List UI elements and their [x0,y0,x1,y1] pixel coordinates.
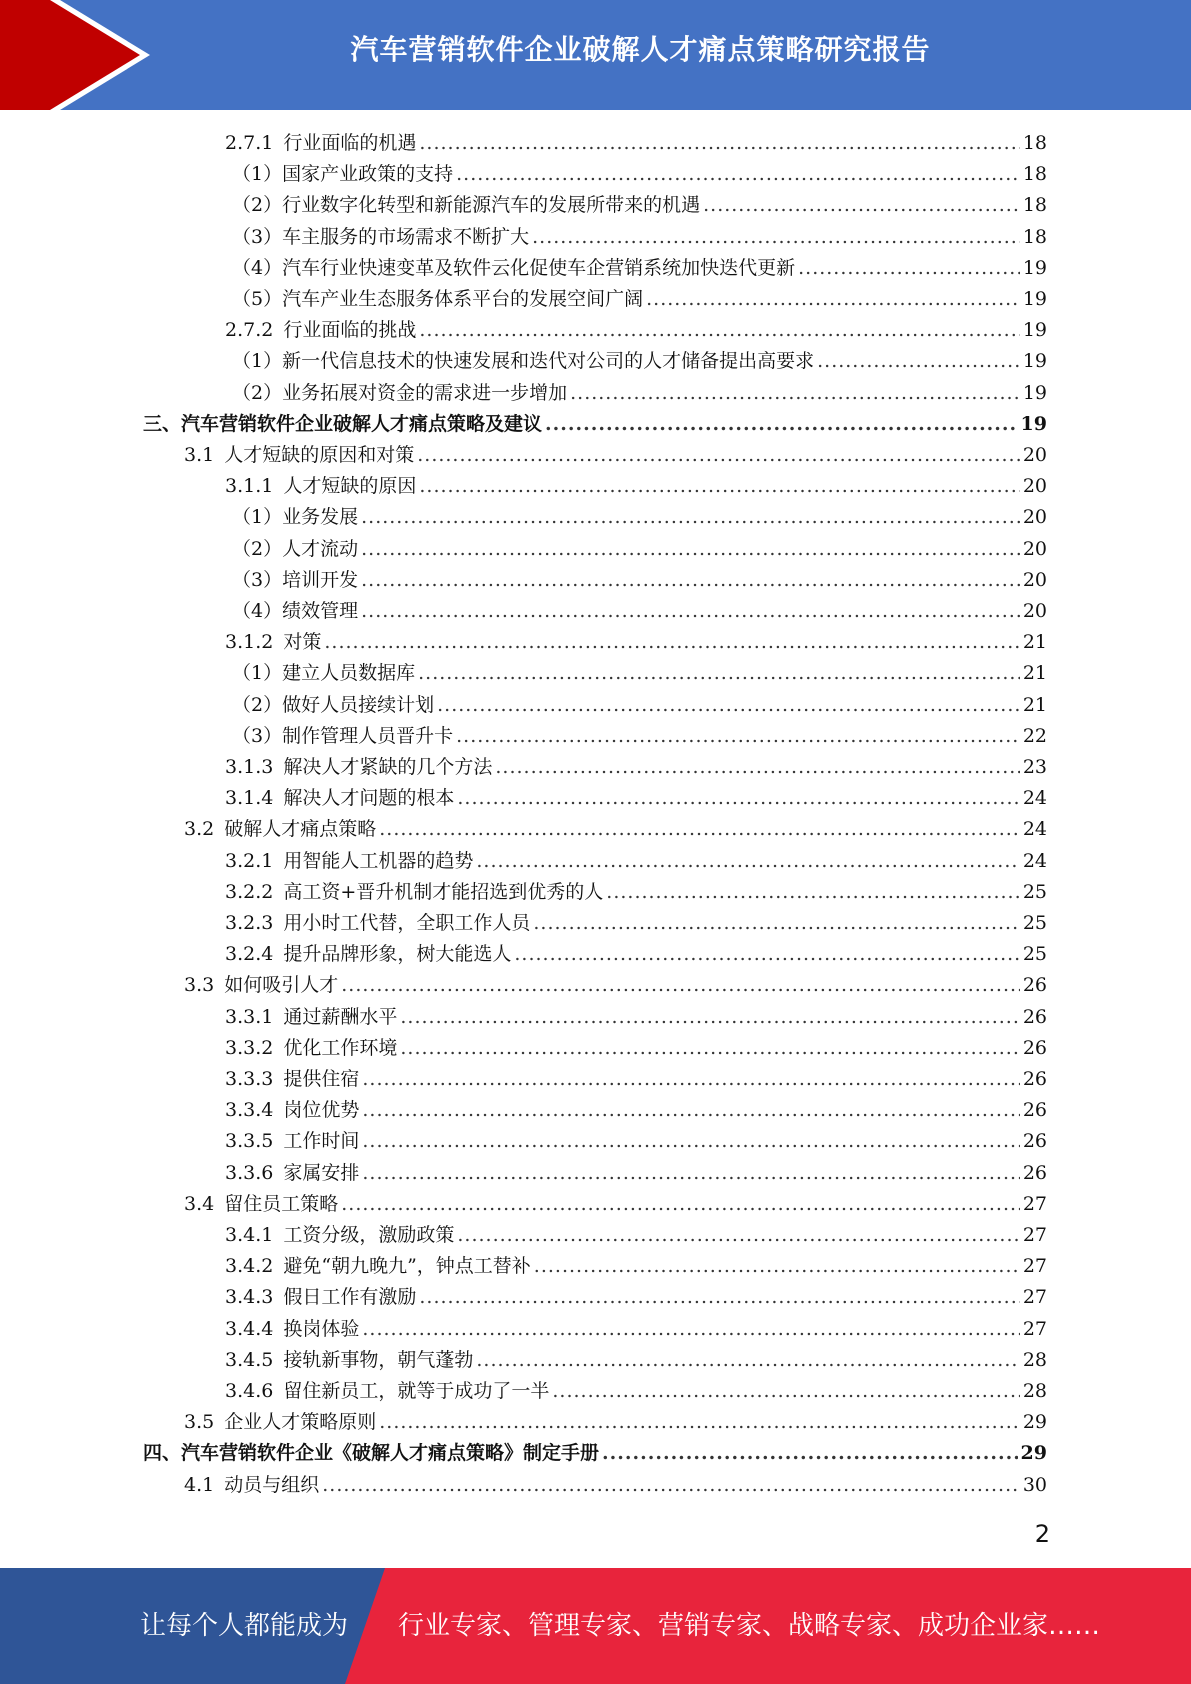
toc-entry-number: 3.3.3 [225,1068,274,1090]
toc-entry[interactable] [232,721,1047,752]
toc-entry-page: 18 [1022,194,1047,217]
toc-entry-title: 行业面临的挑战 [283,319,417,342]
toc-entry-title: 业务拓展对资金的需求进一步增加 [282,381,568,404]
toc-leader-dots [379,1411,1020,1433]
toc-entry[interactable] [225,1251,1047,1282]
toc-leader-dots [798,257,1020,279]
toc-leader-dots [400,1006,1019,1028]
toc-leader-dots [570,382,1020,404]
toc-entry[interactable] [225,939,1047,970]
toc-entry-title: 提升品牌形象，树大能选人 [283,943,512,966]
toc-leader-dots [341,1193,1020,1215]
toc-entry-title: 如何吸引人才 [224,974,339,997]
toc-entry-number: （3） [232,225,283,248]
toc-entry[interactable] [225,752,1047,783]
toc-entry-page: 27 [1022,1255,1047,1278]
toc-leader-dots [437,694,1020,716]
toc-entry-page: 21 [1022,631,1047,654]
toc-entry[interactable] [225,1314,1047,1345]
toc-entry-page: 26 [1022,1036,1047,1059]
toc-leader-dots [495,756,1019,778]
toc-entry-title: 建立人员数据库 [282,662,416,685]
toc-entry-title: 车主服务的市场需求不断扩大 [282,225,530,248]
toc-entry-title: 优化工作环境 [283,1036,398,1059]
page-footer [0,1568,1191,1684]
toc-entry[interactable] [225,1033,1047,1064]
toc-entry-number: 3.1.1 [225,475,274,498]
toc-leader-dots [457,787,1019,809]
toc-entry[interactable] [225,128,1047,159]
toc-entry-title: 动员与组织 [224,1473,320,1496]
toc-entry-title: 避免“朝九晚九”，钟点工替补 [283,1255,531,1278]
toc-entry-page: 19 [1022,381,1047,404]
toc-leader-dots [362,1318,1019,1340]
toc-entry-title: 假日工作有激励 [283,1286,417,1309]
toc-entry-number: 3.3.6 [225,1161,274,1184]
toc-entry[interactable] [225,1158,1047,1189]
toc-entry-number: 3.5 [184,1411,215,1434]
toc-entry-page: 23 [1022,756,1047,778]
toc-entry-page: 27 [1022,1286,1047,1309]
toc-entry[interactable] [225,846,1047,877]
toc-entry-page: 20 [1022,537,1047,560]
toc-leader-dots [400,1037,1019,1059]
toc-entry-page: 27 [1022,1192,1047,1215]
toc-entry-title: 对策 [283,631,322,654]
toc-entry-title: 换岗体验 [283,1317,360,1340]
toc-entry[interactable] [225,877,1047,908]
toc-leader-dots [545,413,1018,435]
toc-entry[interactable] [232,658,1047,689]
toc-entry-number: （4） [232,600,283,622]
toc-entry-page: 20 [1022,506,1047,529]
toc-entry-number: 2.7.1 [225,132,274,154]
toc-entry-page: 19 [1022,350,1047,373]
toc-entry-number: 3.2.4 [225,943,274,966]
toc-entry-title: 提供住宿 [283,1068,360,1090]
toc-entry-title: 人才流动 [282,537,359,560]
toc-entry-number: 3.1.3 [225,756,274,778]
footer-slogan-lead: 让每个人都能成为 [140,1611,349,1641]
toc-entry-title: 新一代信息技术的快速发展和迭代对公司的人才储备提出高要求 [282,350,815,373]
toc-entry-page: 24 [1022,818,1047,841]
toc-entry-number: 3.3.5 [225,1130,274,1153]
toc-entry-title: 工资分级，激励政策 [283,1224,455,1246]
toc-leader-dots [419,132,1019,154]
toc-entry[interactable] [232,534,1047,565]
toc-entry[interactable] [232,253,1047,284]
toc-entry[interactable] [232,565,1047,596]
toc-entry-number: 3.4.4 [225,1317,274,1340]
toc-entry-number: 3.1.4 [225,787,274,810]
toc-leader-dots [533,912,1019,934]
toc-entry-number: 2.7.2 [225,319,274,342]
toc-leader-dots [646,288,1020,310]
toc-entry-number: （3） [232,568,283,591]
document-title: 汽车营销软件企业破解人才痛点策略研究报告 [350,33,931,66]
toc-entry-page: 24 [1022,849,1047,872]
toc-leader-dots [552,1380,1019,1402]
toc-entry-number: 3.4.6 [225,1380,274,1402]
toc-entry-page: 24 [1022,787,1047,810]
toc-entry[interactable] [225,471,1047,502]
toc-entry-page: 26 [1022,1161,1047,1184]
toc-entry-page: 27 [1022,1224,1047,1246]
toc-entry-page: 19 [1022,256,1047,279]
toc-entry[interactable] [143,409,1047,440]
toc-entry[interactable] [225,1064,1047,1095]
toc-entry-number: 3.2.3 [225,912,274,934]
toc-entry-title: 用智能人工机器的趋势 [283,849,474,872]
toc-entry-title: 汽车营销软件企业破解人才痛点策略及建议 [181,412,543,435]
toc-entry-title: 国家产业政策的支持 [282,163,454,186]
toc-entry-number: （1） [232,506,283,529]
toc-entry-page: 19 [1022,288,1047,310]
toc-leader-dots [419,319,1019,341]
toc-entry-number: 3.1 [184,444,215,466]
toc-entry-page: 25 [1022,943,1047,966]
toc-leader-dots [456,725,1020,747]
toc-entry-page: 21 [1022,693,1047,716]
toc-entry-title: 岗位优势 [283,1099,360,1122]
toc-entry-title: 人才短缺的原因 [283,475,417,498]
page-number: 2 [1034,1520,1050,1548]
toc-entry[interactable] [184,970,1047,1001]
toc-entry[interactable] [232,690,1047,721]
toc-entry-page: 20 [1022,600,1047,622]
toc-leader-dots [817,350,1020,372]
toc-leader-dots [361,538,1020,560]
toc-entry-page: 29 [1022,1411,1047,1434]
toc-leader-dots [362,1068,1019,1090]
toc-entry-title: 接轨新事物，朝气蓬勃 [283,1348,474,1371]
toc-entry[interactable] [184,814,1047,845]
toc-entry[interactable] [225,1345,1047,1376]
toc-entry[interactable] [143,1438,1047,1469]
toc-entry-title: 行业面临的机遇 [283,132,417,154]
toc-entry[interactable] [232,284,1047,315]
toc-entry-page: 18 [1022,225,1047,248]
toc-entry-number: （1） [232,662,283,685]
toc-entry-page: 25 [1022,912,1047,934]
toc-entry-page: 21 [1022,662,1047,685]
toc-entry-page: 20 [1022,475,1047,498]
toc-entry-page: 26 [1022,1068,1047,1090]
toc-entry-title: 用小时工代替，全职工作人员 [283,912,531,934]
toc-entry-title: 业务发展 [282,506,359,529]
toc-entry[interactable] [232,222,1047,253]
toc-entry-title: 家属安排 [283,1161,360,1184]
toc-entry[interactable] [225,908,1047,939]
toc-entry-page: 29 [1020,1442,1047,1465]
toc-entry-page: 20 [1022,568,1047,591]
toc-leader-dots [362,1162,1019,1184]
toc-entry-page: 26 [1022,974,1047,997]
toc-entry-number: 3.3.1 [225,1005,274,1028]
toc-leader-dots [457,1224,1019,1246]
toc-leader-dots [532,226,1020,248]
toc-entry-number: 4.1 [184,1473,215,1496]
toc-leader-dots [456,163,1020,185]
toc-entry-page: 18 [1022,163,1047,186]
toc-entry[interactable] [225,315,1047,346]
toc-entry-page: 28 [1022,1380,1047,1402]
toc-entry[interactable] [225,1282,1047,1313]
toc-entry-page: 20 [1022,444,1047,466]
toc-entry-number: 3.2.2 [225,880,274,903]
toc-entry-number: 3.2 [184,818,215,841]
toc-entry-number: （4） [232,256,283,279]
toc-entry[interactable] [184,1470,1047,1501]
toc-entry-number: （1） [232,163,283,186]
toc-entry-number: （2） [232,194,283,217]
toc-entry-title: 人才短缺的原因和对策 [224,444,415,466]
toc-entry-number: 3.4.5 [225,1348,274,1371]
toc-leader-dots [703,194,1020,216]
toc-entry-number: （2） [232,693,283,716]
toc-entry-title: 行业数字化转型和新能源汽车的发展所带来的机遇 [282,194,701,217]
toc-entry[interactable] [225,1126,1047,1157]
toc-entry-number: （3） [232,724,283,747]
toc-entry-title: 培训开发 [282,568,359,591]
toc-entry[interactable] [232,378,1047,409]
toc-entry-number: （5） [232,288,283,310]
toc-leader-dots [379,818,1020,840]
toc-entry[interactable] [225,1002,1047,1033]
toc-leader-dots [606,881,1020,903]
toc-leader-dots [361,569,1020,591]
toc-entry-title: 留住新员工，就等于成功了一半 [283,1380,550,1402]
toc-entry-title: 留住员工策略 [224,1192,339,1215]
toc-entry-title: 企业人才策略原则 [224,1411,377,1434]
toc-leader-dots [322,1474,1020,1496]
toc-entry-page: 19 [1020,412,1047,435]
toc-entry-number: （1） [232,350,283,373]
toc-leader-dots [418,662,1020,684]
toc-entry-number: 3.4.3 [225,1286,274,1309]
toc-leader-dots [514,943,1019,965]
toc-entry-number: 3.2.1 [225,849,274,872]
toc-entry[interactable] [184,1189,1047,1220]
toc-entry-page: 19 [1022,319,1047,342]
toc-entry-number: 3.4 [184,1192,215,1215]
toc-entry-number: 3.4.2 [225,1255,274,1278]
toc-leader-dots [341,974,1020,996]
toc-leader-dots [362,1099,1019,1121]
toc-leader-dots [361,600,1020,622]
toc-entry[interactable] [225,627,1047,658]
toc-entry-title: 通过薪酬水平 [283,1005,398,1028]
toc-entry-page: 26 [1022,1130,1047,1153]
toc-entry-number: （2） [232,537,283,560]
toc-entry-title: 汽车营销软件企业《破解人才痛点策略》制定手册 [181,1442,600,1465]
toc-entry-page: 26 [1022,1005,1047,1028]
toc-entry[interactable] [225,783,1047,814]
toc-entry-number: （2） [232,381,283,404]
toc-entry[interactable] [184,1407,1047,1438]
toc-entry-title: 绩效管理 [282,600,359,622]
toc-leader-dots [362,1130,1019,1152]
toc-entry-title: 工作时间 [283,1130,360,1153]
toc-entry-number: 三、 [143,412,182,435]
toc-entry-page: 18 [1022,132,1047,154]
toc-leader-dots [417,444,1020,466]
toc-entry-number: 3.3.2 [225,1036,274,1059]
toc-entry[interactable] [232,596,1047,627]
toc-entry-page: 25 [1022,880,1047,903]
footer-slogan-roles: 行业专家、管理专家、营销专家、战略专家、成功企业家…… [398,1611,1101,1641]
toc-entry-number: 3.4.1 [225,1224,274,1246]
toc-entry-title: 汽车产业生态服务体系平台的发展空间广阔 [282,288,644,310]
toc-entry[interactable] [232,502,1047,533]
toc-entry-title: 解决人才紧缺的几个方法 [283,756,493,778]
toc-entry-number: 3.3.4 [225,1099,274,1122]
toc-leader-dots [361,506,1020,528]
toc-entry[interactable] [232,346,1047,377]
toc-entry[interactable] [225,1376,1047,1407]
toc-entry[interactable] [225,1220,1047,1251]
toc-entry[interactable] [232,190,1047,221]
toc-entry-page: 28 [1022,1348,1047,1371]
toc-entry-number: 3.1.2 [225,631,274,654]
toc-entry-title: 高工资+晋升机制才能招选到优秀的人 [283,880,604,903]
toc-entry[interactable] [232,159,1047,190]
toc-leader-dots [476,1349,1019,1371]
toc-entry-number: 四、 [143,1442,182,1465]
toc-entry-title: 制作管理人员晋升卡 [282,724,454,747]
toc-entry-page: 27 [1022,1317,1047,1340]
toc-entry[interactable] [225,1095,1047,1126]
toc-leader-dots [419,1286,1019,1308]
toc-entry-title: 解决人才问题的根本 [283,787,455,810]
toc-leader-dots [419,475,1019,497]
page-header [0,0,1191,110]
toc-entry-page: 30 [1022,1473,1047,1496]
toc-entry[interactable] [184,440,1047,471]
toc-leader-dots [602,1442,1018,1464]
toc-leader-dots [324,631,1019,653]
toc-entry-title: 汽车行业快速变革及软件云化促使车企营销系统加快迭代更新 [282,256,796,279]
toc-entry-page: 26 [1022,1099,1047,1122]
toc-entry-title: 破解人才痛点策略 [224,818,377,841]
toc-leader-dots [534,1255,1020,1277]
toc-entry-title: 做好人员接续计划 [282,693,435,716]
toc-leader-dots [476,850,1019,872]
toc-entry-number: 3.3 [184,974,215,997]
toc-entry-page: 22 [1022,724,1047,747]
